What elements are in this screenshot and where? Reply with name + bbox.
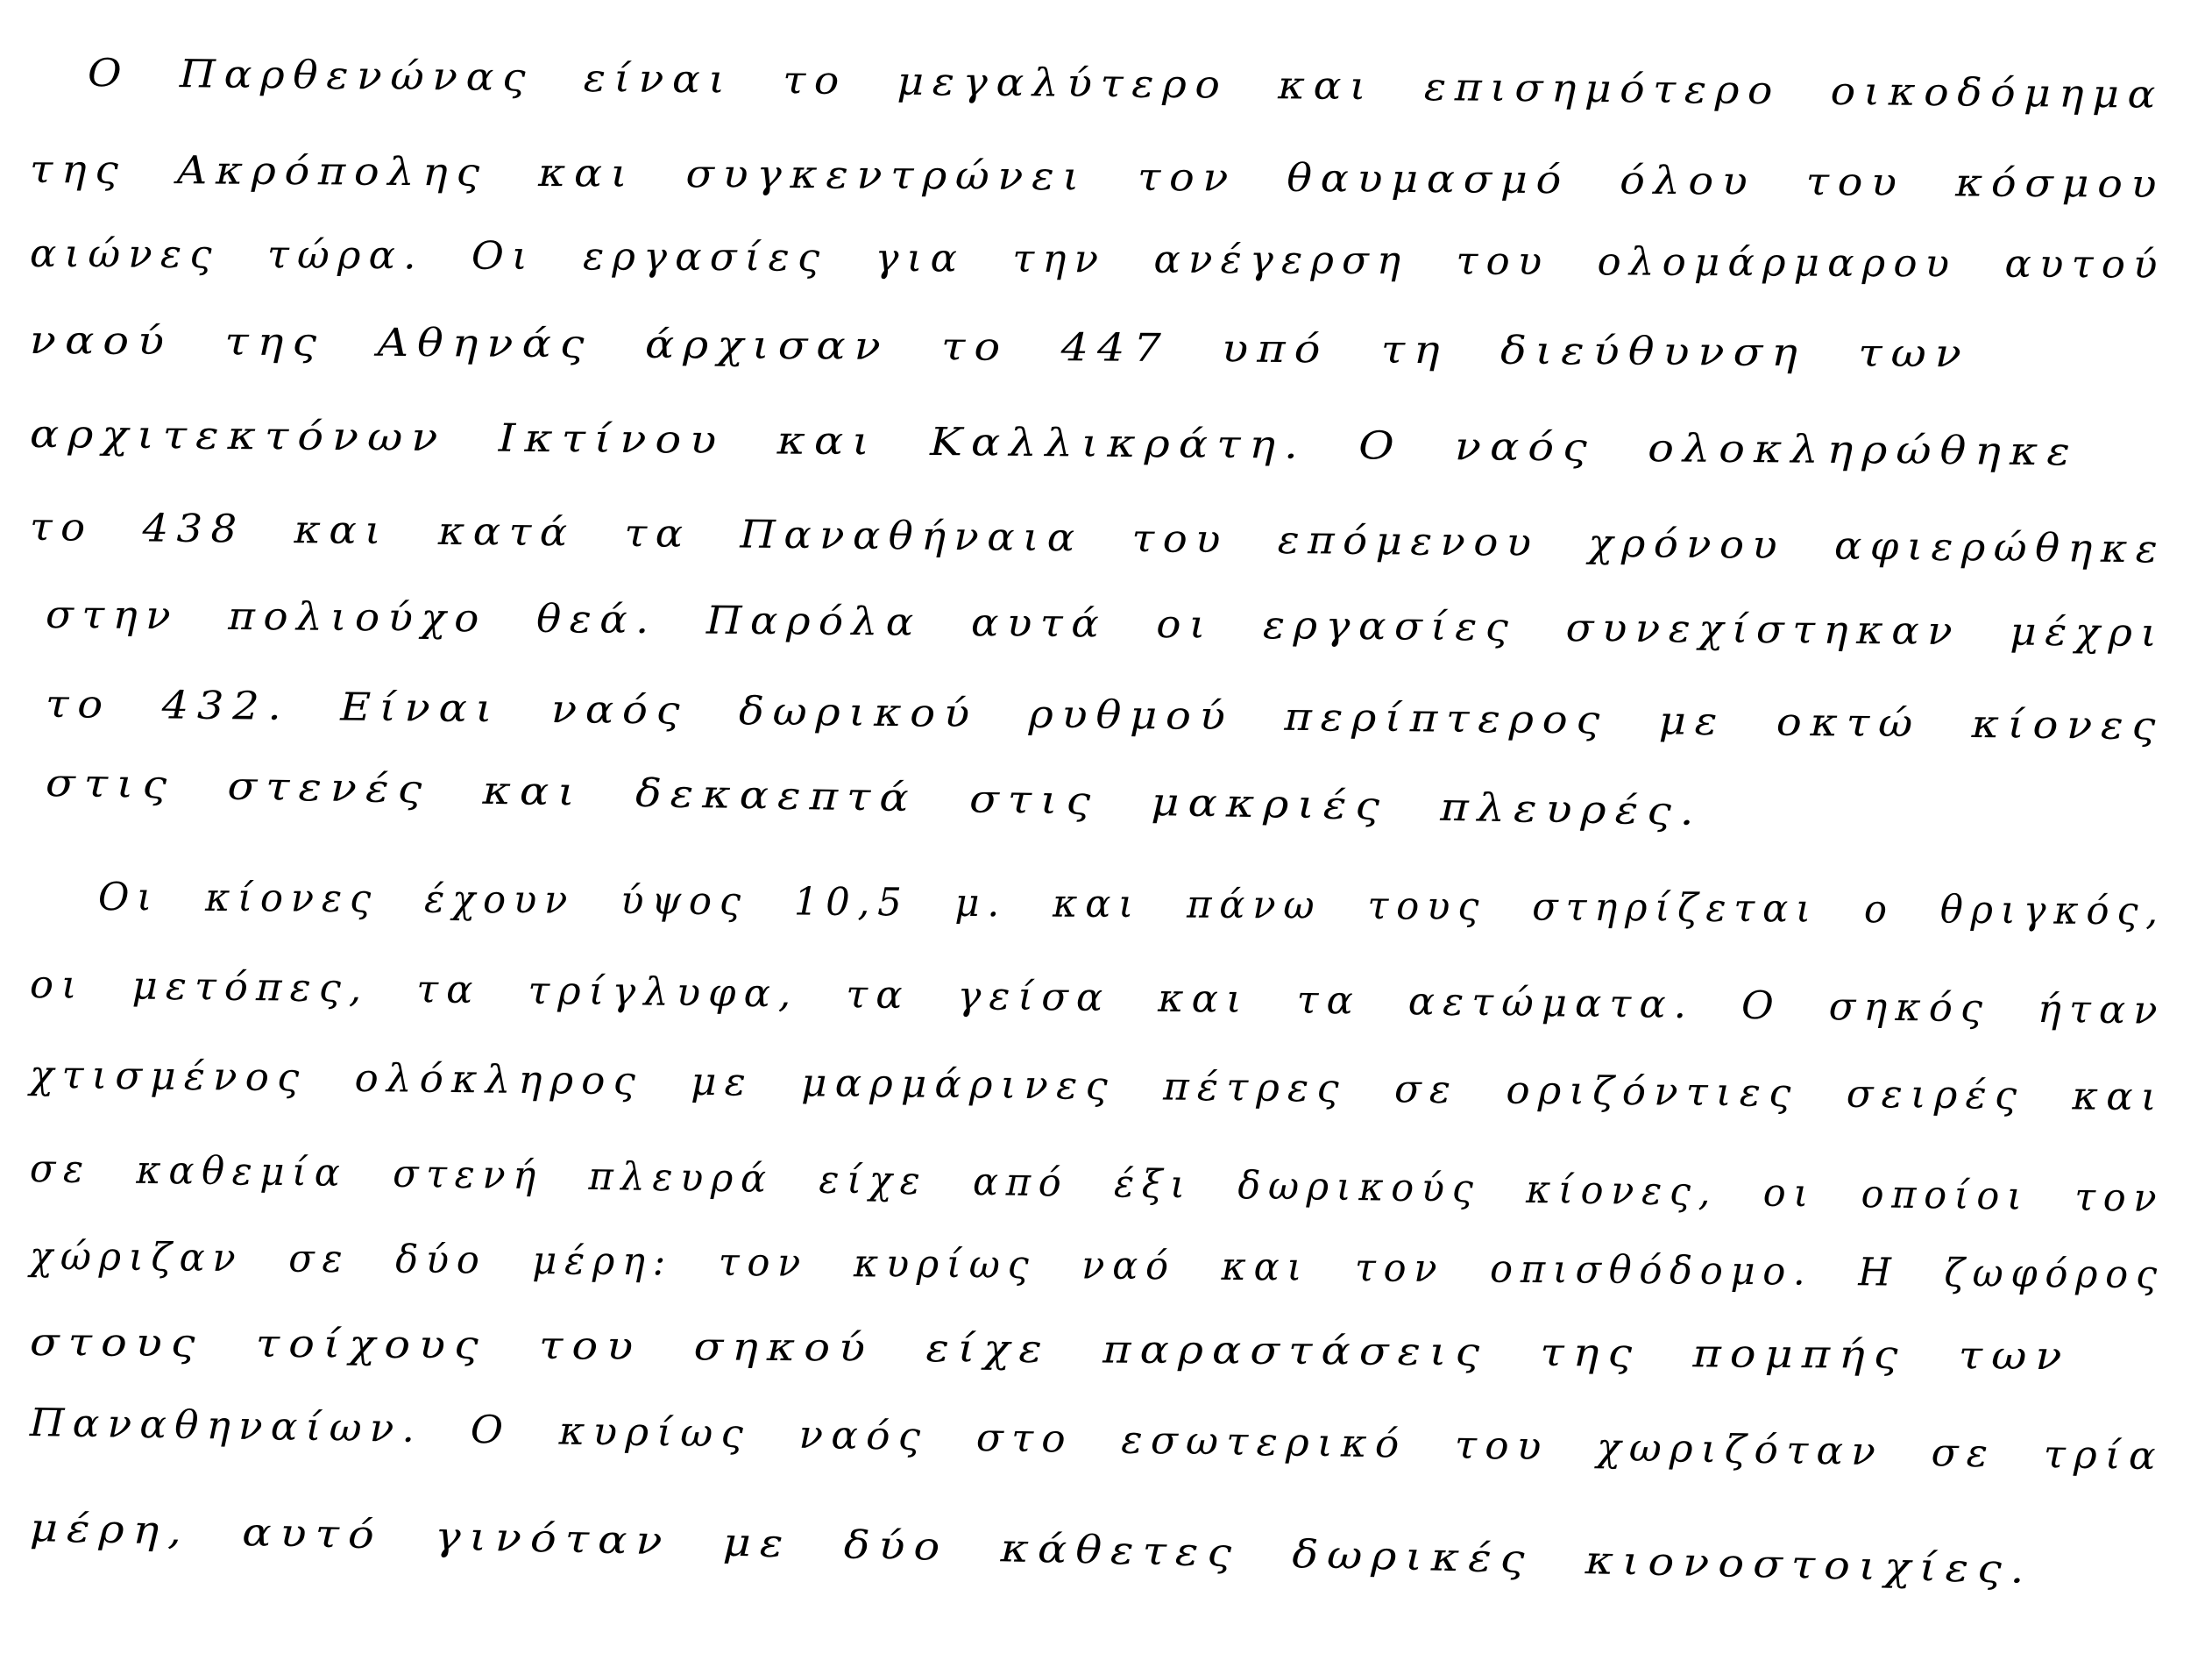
handwritten-line: οι μετόπες, τα τρίγλυφα, τα γείσα και τα αετώματα. Ο σηκός ήταν — [29, 962, 2166, 1033]
handwritten-line: ναού της Αθηνάς άρχισαν το 447 υπό τη διεύθυνση των — [29, 318, 1971, 377]
handwritten-line: χτισμένος ολόκληρος με μαρμάρινες πέτρες σε οριζόντιες σειρές και — [29, 1053, 2165, 1120]
handwritten-line: μέρη, αυτό γινόταν με δύο κάθετες δωρικές κιονοστοιχίες. — [29, 1506, 2034, 1593]
handwritten-line: χώριζαν σε δύο μέρη: τον κυρίως ναό και τον οπισθόδομο. Η ζωφόρος — [29, 1234, 2166, 1298]
handwritten-line: στην πολιούχο θεά. Παρόλα αυτά οι εργασίες συνεχίστηκαν μέχρι — [45, 592, 2166, 656]
handwritten-line: το 432. Είναι ναός δωρικού ρυθμού περίπτερος με οκτώ κίονες — [45, 682, 2165, 749]
handwritten-line: στις στενές και δεκαεπτά στις μακριές πλευρές. — [45, 761, 1704, 834]
handwritten-line: το 438 και κατά τα Παναθήναια του επόμενου χρόνου αφιερώθηκε — [29, 505, 2166, 572]
handwritten-line: αιώνες τώρα. Οι εργασίες για την ανέγερση του ολομάρμαρου αυτού — [29, 231, 2166, 287]
handwritten-line: Ο Παρθενώνας είναι το μεγαλύτερο και επισημότερο οικοδόμημα — [87, 51, 2165, 117]
handwritten-line: Οι κίονες έχουν ύψος 10,5 μ. και πάνω τους στηρίζεται ο θριγκός, — [97, 875, 2166, 934]
handwritten-line: στους τοίχους του σηκού είχε παραστάσεις της πομπής των — [29, 1320, 2071, 1380]
handwritten-line: αρχιτεκτόνων Ικτίνου και Καλλικράτη. Ο ναός ολοκληρώθηκε — [29, 412, 2080, 475]
handwritten-line: της Ακρόπολης και συγκεντρώνει τον θαυμασμό όλου του κόσμου — [29, 147, 2166, 208]
handwritten-line: Παναθηναίων. Ο κυρίως ναός στο εσωτερικό του χωριζόταν σε τρία — [29, 1401, 2165, 1479]
handwritten-line: σε καθεμία στενή πλευρά είχε από έξι δωρικούς κίονες, οι οποίοι τον — [29, 1146, 2165, 1222]
